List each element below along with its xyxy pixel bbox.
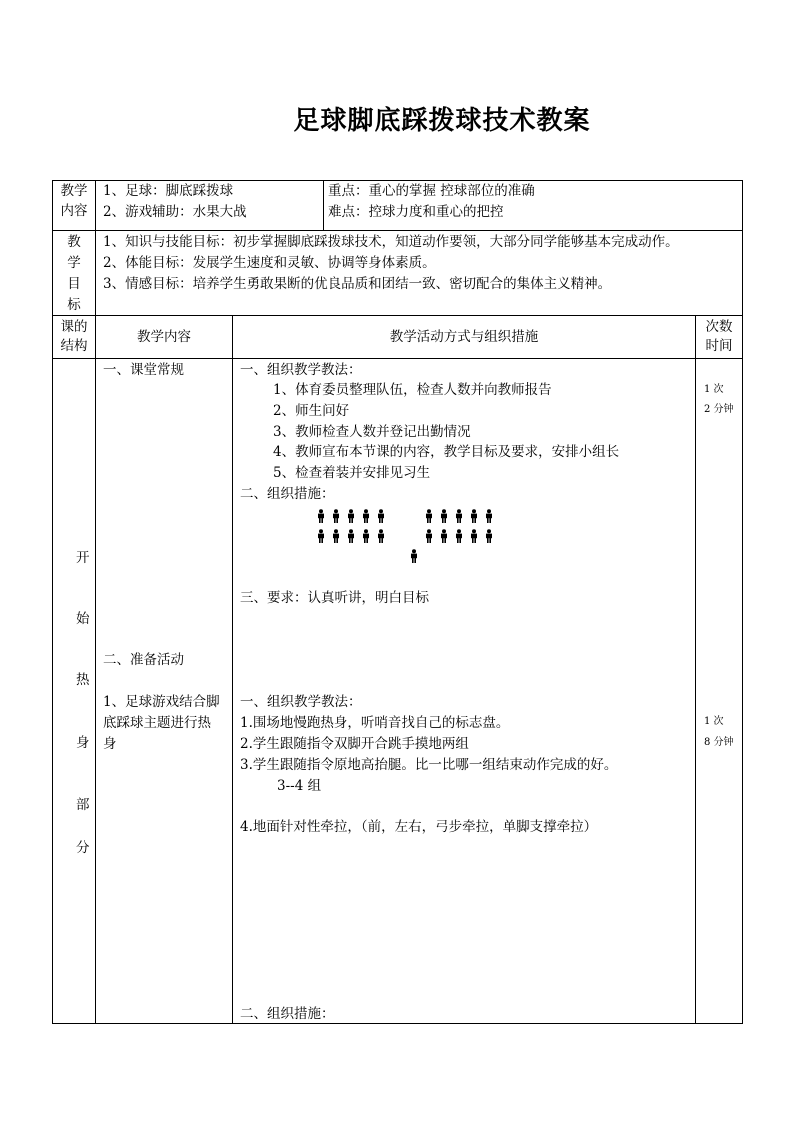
student-icon	[376, 529, 386, 543]
activity-item: 2、师生问好	[273, 403, 350, 419]
student-icon	[361, 529, 371, 543]
student-icon	[484, 529, 494, 543]
key-point: 重点：重心的掌握 控球部位的准确	[328, 183, 535, 199]
table-divider	[232, 315, 233, 1023]
activity-item: 3.学生跟随指令原地高抬腿。比一比哪一组结束动作完成的好。	[240, 757, 618, 773]
table-divider	[95, 180, 96, 230]
teacher-icon	[409, 549, 419, 563]
student-icon	[439, 509, 449, 523]
content-label	[53, 183, 95, 219]
content-item: 1、足球：脚底踩拨球	[103, 183, 234, 199]
table-divider	[52, 230, 743, 231]
activity-item: 5、检查着装并安排见习生	[273, 465, 431, 481]
section-label-char: 热	[76, 672, 90, 688]
table-border-right	[742, 180, 743, 1023]
activities-header: 教学活动方式与组织措施	[389, 329, 539, 345]
activity-item: 2.学生跟随指令双脚开合跳手摸地两组	[240, 736, 469, 752]
goals-label-char: 目	[67, 276, 81, 292]
student-icon	[346, 509, 356, 523]
structure-header	[53, 318, 95, 356]
goals-label-char: 教	[67, 234, 81, 250]
structure-header-line: 课的	[60, 319, 88, 335]
goals-label-char: 学	[67, 255, 81, 271]
times-header-line: 时间	[705, 338, 733, 354]
activity-item: 4.地面针对性牵拉，（前，左右，弓步牵拉，单脚支撑牵拉）	[240, 819, 598, 835]
section-label-char: 开	[76, 550, 90, 566]
content-routine: 一、课堂常规	[103, 362, 184, 378]
section-label-char: 分	[76, 840, 90, 856]
activity-requirement: 三、要求：认真听讲，明白目标	[240, 590, 429, 606]
activity-item: 3、教师检查人数并登记出勤情况	[273, 424, 471, 440]
content-warmup-desc: 身	[103, 736, 117, 752]
difficulty: 难点：控球力度和重心的把控	[328, 204, 504, 220]
goal-item: 1、知识与技能目标：初步掌握脚底踩拨球技术，知道动作要领，大部分同学能够基本完成动作。	[103, 234, 679, 250]
time-minutes: 8 分钟	[704, 737, 734, 748]
structure-header-line: 结构	[60, 338, 88, 354]
table-border-bottom	[52, 1023, 743, 1024]
student-icon	[454, 529, 464, 543]
section-label-char: 身	[76, 735, 90, 751]
table-divider	[323, 180, 324, 230]
content-warmup: 二、准备活动	[103, 652, 184, 668]
goals-label-char: 标	[67, 297, 81, 313]
content-warmup-desc: 1、足球游戏结合脚	[103, 694, 220, 710]
activity-heading: 一、组织教学教法：	[240, 694, 362, 710]
section-label-char: 始	[76, 611, 90, 627]
activity-groups: 3--4 组	[277, 778, 322, 794]
student-icon	[331, 509, 341, 523]
table-divider	[95, 315, 96, 1023]
table-divider	[95, 230, 96, 315]
content-item: 2、游戏辅助：水果大战	[103, 204, 247, 220]
activity-item: 1、体育委员整理队伍，检查人数并向教师报告	[273, 382, 552, 398]
student-icon	[316, 509, 326, 523]
table-divider	[52, 358, 743, 359]
student-icon	[424, 509, 434, 523]
time-minutes: 2 分钟	[704, 404, 734, 415]
activity-heading: 二、组织措施：	[240, 486, 335, 502]
table-divider	[52, 315, 743, 316]
student-icon	[346, 529, 356, 543]
section-label-char: 部	[76, 797, 90, 813]
content-header: 教学内容	[137, 329, 191, 345]
student-icon	[331, 529, 341, 543]
student-icon	[361, 509, 371, 523]
goal-item: 2、体能目标：发展学生速度和灵敏、协调等身体素质。	[103, 255, 436, 271]
goals-label	[53, 232, 95, 316]
student-icon	[454, 509, 464, 523]
content-warmup-desc: 底踩球主题进行热	[103, 715, 211, 731]
activity-item: 1.围场地慢跑热身，听哨音找自己的标志盘。	[240, 715, 510, 731]
time-count: 1 次	[704, 384, 724, 395]
content-label-line: 内容	[60, 203, 88, 219]
goal-item: 3、情感目标：培养学生勇敢果断的优良品质和团结一致、密切配合的集体主义精神。	[103, 276, 612, 292]
activity-heading: 二、组织措施：	[240, 1006, 335, 1022]
student-icon	[469, 529, 479, 543]
student-icon	[424, 529, 434, 543]
table-border-top	[52, 180, 743, 181]
times-header-line: 次数	[705, 319, 733, 335]
activity-heading: 一、组织教学教法：	[240, 362, 362, 378]
times-header	[696, 318, 742, 356]
content-label-line: 教学	[60, 183, 88, 199]
student-icon	[439, 529, 449, 543]
student-icon	[376, 509, 386, 523]
student-icon	[469, 509, 479, 523]
table-divider	[695, 315, 696, 1023]
activity-item: 4、教师宣布本节课的内容，教学目标及要求，安排小组长	[273, 444, 620, 460]
page-title: 足球脚底踩拨球技术教案	[293, 106, 591, 136]
student-icon	[316, 529, 326, 543]
student-icon	[484, 509, 494, 523]
time-count: 1 次	[704, 716, 724, 727]
